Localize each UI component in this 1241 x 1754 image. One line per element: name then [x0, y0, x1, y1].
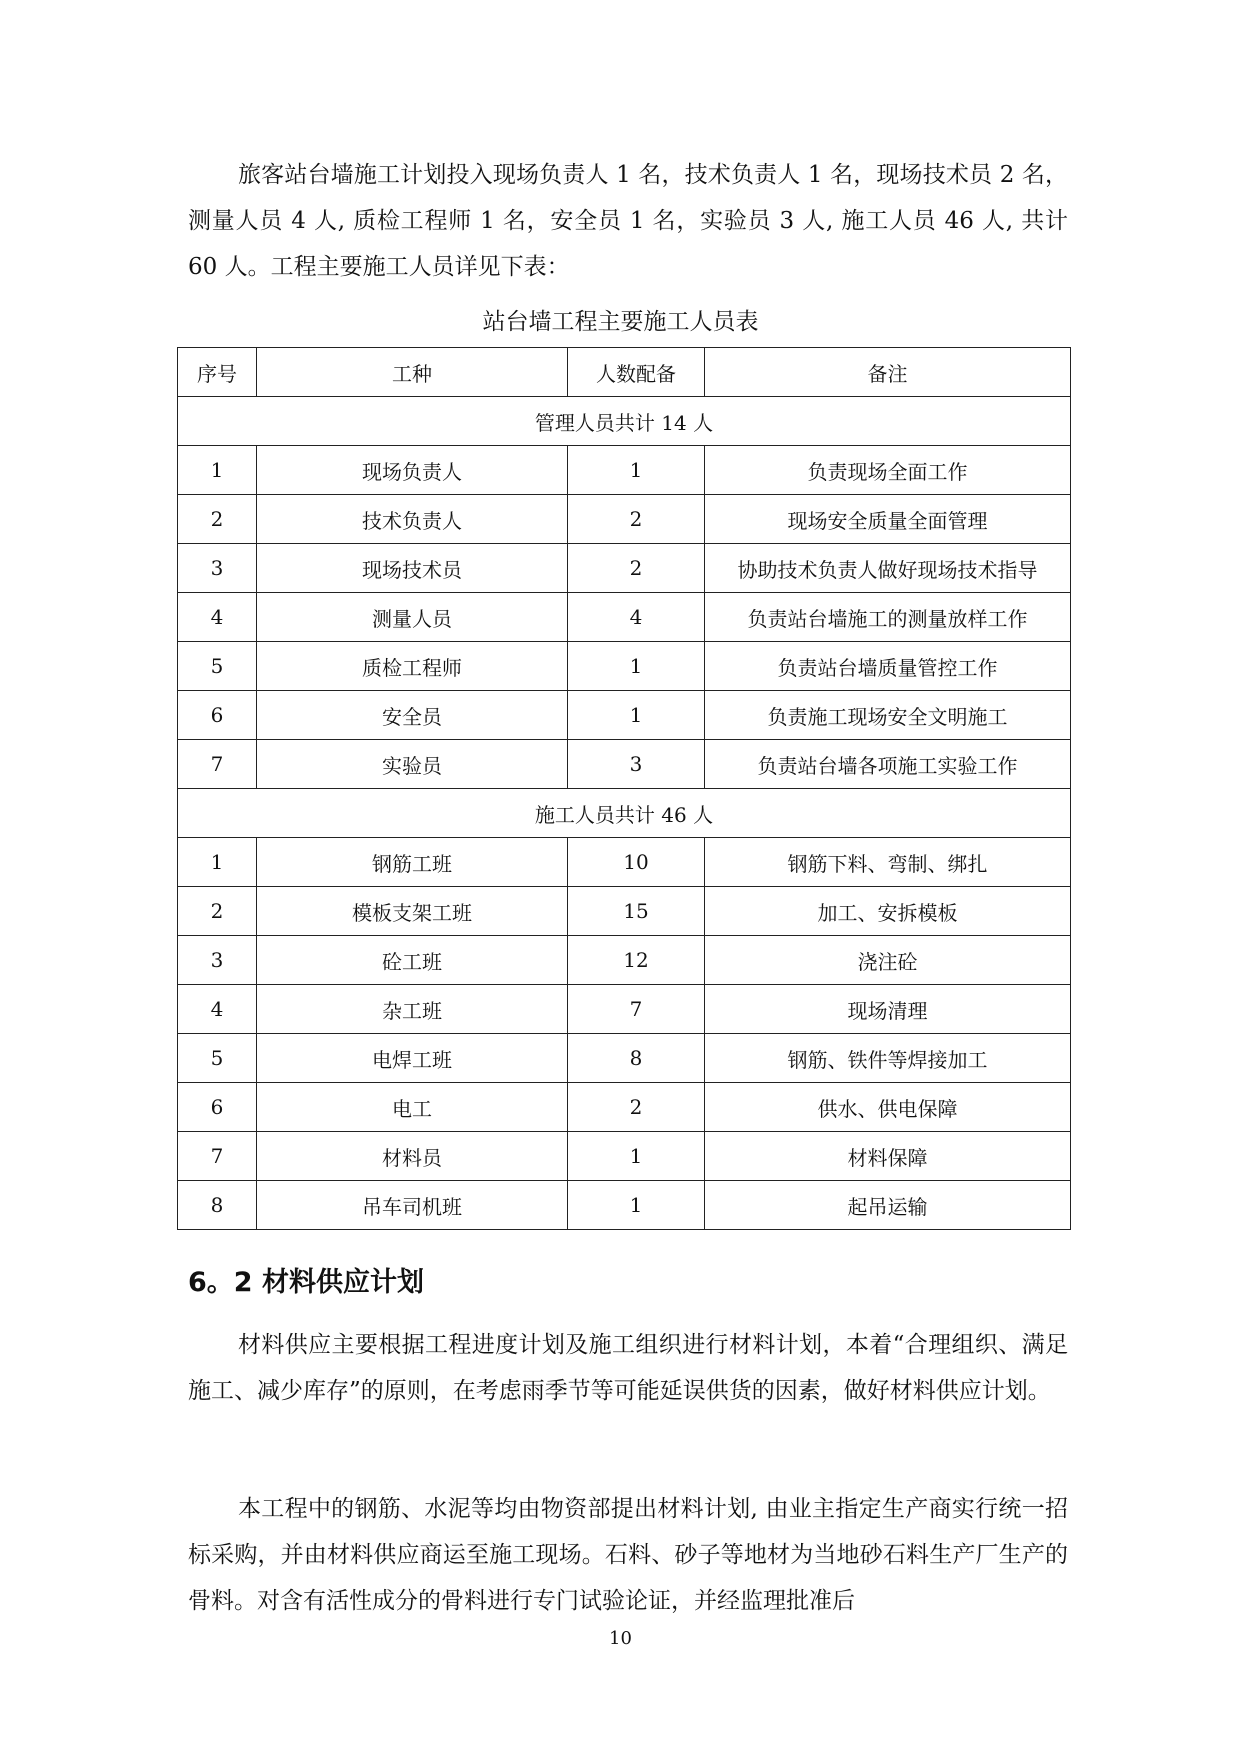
staff-table	[177, 347, 1071, 1230]
row-index: 4	[178, 593, 257, 642]
row-index: 1	[178, 446, 257, 495]
row-index: 1	[178, 838, 257, 887]
row-index: 6	[178, 691, 257, 740]
row-headcount: 8	[568, 1034, 705, 1083]
row-job-type: 实验员	[257, 740, 568, 789]
row-headcount: 10	[568, 838, 705, 887]
table-row	[178, 740, 1071, 789]
table-row	[178, 593, 1071, 642]
row-index: 5	[178, 642, 257, 691]
row-headcount: 1	[568, 1181, 705, 1230]
row-job-type: 现场负责人	[257, 446, 568, 495]
row-headcount: 1	[568, 642, 705, 691]
table-row	[178, 446, 1071, 495]
table-row	[178, 887, 1071, 936]
table-row	[178, 838, 1071, 887]
header-remarks: 备注	[705, 348, 1071, 397]
row-remarks: 负责站台墙质量管控工作	[705, 642, 1071, 691]
table-row	[178, 691, 1071, 740]
row-headcount: 2	[568, 495, 705, 544]
paragraph-procurement: 本工程中的钢筋、水泥等均由物资部提出材料计划, 由业主指定生产商实行统一招标采购，并由材料供应商运至施工现场。石料、砂子等地材为当地砂石料生产厂生产的骨料。对含有活性成分的骨料进行专门试验论证，并经监理批准后	[188, 1496, 1068, 1614]
page-number: 10	[609, 1628, 632, 1649]
row-remarks: 现场清理	[705, 985, 1071, 1034]
row-remarks: 钢筋下料、弯制、绑扎	[705, 838, 1071, 887]
intro-paragraph: 旅客站台墙施工计划投入现场负责人 1 名，技术负责人 1 名，现场技术员 2 名，测量人员 4 人, 质检工程师 1 名，安全员 1 名，实验员 3 人, 施工人员 46 人, 共计 60 人。工程主要施工人员详见下表：	[188, 162, 1068, 280]
row-index: 6	[178, 1083, 257, 1132]
row-headcount: 1	[568, 446, 705, 495]
row-headcount: 1	[568, 1132, 705, 1181]
row-index: 2	[178, 495, 257, 544]
group-title: 管理人员共计 14 人	[178, 397, 1071, 446]
row-index: 4	[178, 985, 257, 1034]
row-index: 7	[178, 1132, 257, 1181]
group-title-row	[178, 789, 1071, 838]
row-job-type: 材料员	[257, 1132, 568, 1181]
row-remarks: 钢筋、铁件等焊接加工	[705, 1034, 1071, 1083]
row-job-type: 测量人员	[257, 593, 568, 642]
table-row	[178, 642, 1071, 691]
table-row	[178, 1181, 1071, 1230]
row-job-type: 质检工程师	[257, 642, 568, 691]
header-job-type: 工种	[257, 348, 568, 397]
table-row	[178, 544, 1071, 593]
row-headcount: 1	[568, 691, 705, 740]
row-index: 7	[178, 740, 257, 789]
row-remarks: 负责站台墙施工的测量放样工作	[705, 593, 1071, 642]
row-job-type: 模板支架工班	[257, 887, 568, 936]
row-job-type: 安全员	[257, 691, 568, 740]
table-row	[178, 1132, 1071, 1181]
row-headcount: 4	[568, 593, 705, 642]
table-row	[178, 1034, 1071, 1083]
table-row	[178, 936, 1071, 985]
row-remarks: 加工、安拆模板	[705, 887, 1071, 936]
row-index: 3	[178, 544, 257, 593]
row-remarks: 浇注砼	[705, 936, 1071, 985]
row-remarks: 负责施工现场安全文明施工	[705, 691, 1071, 740]
row-headcount: 3	[568, 740, 705, 789]
row-job-type: 钢筋工班	[257, 838, 568, 887]
row-remarks: 协助技术负责人做好现场技术指导	[705, 544, 1071, 593]
row-index: 5	[178, 1034, 257, 1083]
paragraph-material-supply: 材料供应主要根据工程进度计划及施工组织进行材料计划，本着“合理组织、满足施工、减少库存”的原则，在考虑雨季节等可能延误供货的因素，做好材料供应计划。	[188, 1332, 1068, 1404]
row-index: 3	[178, 936, 257, 985]
row-remarks: 起吊运输	[705, 1181, 1071, 1230]
row-index: 2	[178, 887, 257, 936]
row-headcount: 7	[568, 985, 705, 1034]
table-row	[178, 985, 1071, 1034]
table-header-row	[178, 348, 1071, 397]
row-remarks: 供水、供电保障	[705, 1083, 1071, 1132]
row-headcount: 15	[568, 887, 705, 936]
row-index: 8	[178, 1181, 257, 1230]
table-row	[178, 1083, 1071, 1132]
header-index: 序号	[178, 348, 257, 397]
group-title: 施工人员共计 46 人	[178, 789, 1071, 838]
row-headcount: 2	[568, 1083, 705, 1132]
row-job-type: 技术负责人	[257, 495, 568, 544]
row-job-type: 电工	[257, 1083, 568, 1132]
row-job-type: 吊车司机班	[257, 1181, 568, 1230]
row-job-type: 砼工班	[257, 936, 568, 985]
table-caption: 站台墙工程主要施工人员表	[482, 309, 759, 335]
row-job-type: 杂工班	[257, 985, 568, 1034]
row-remarks: 负责现场全面工作	[705, 446, 1071, 495]
section-heading: 6。2 材料供应计划	[188, 1267, 424, 1298]
group-title-row	[178, 397, 1071, 446]
row-job-type: 电焊工班	[257, 1034, 568, 1083]
row-job-type: 现场技术员	[257, 544, 568, 593]
row-remarks: 材料保障	[705, 1132, 1071, 1181]
row-headcount: 12	[568, 936, 705, 985]
row-remarks: 负责站台墙各项施工实验工作	[705, 740, 1071, 789]
row-remarks: 现场安全质量全面管理	[705, 495, 1071, 544]
row-headcount: 2	[568, 544, 705, 593]
table-row	[178, 495, 1071, 544]
header-headcount: 人数配备	[568, 348, 705, 397]
